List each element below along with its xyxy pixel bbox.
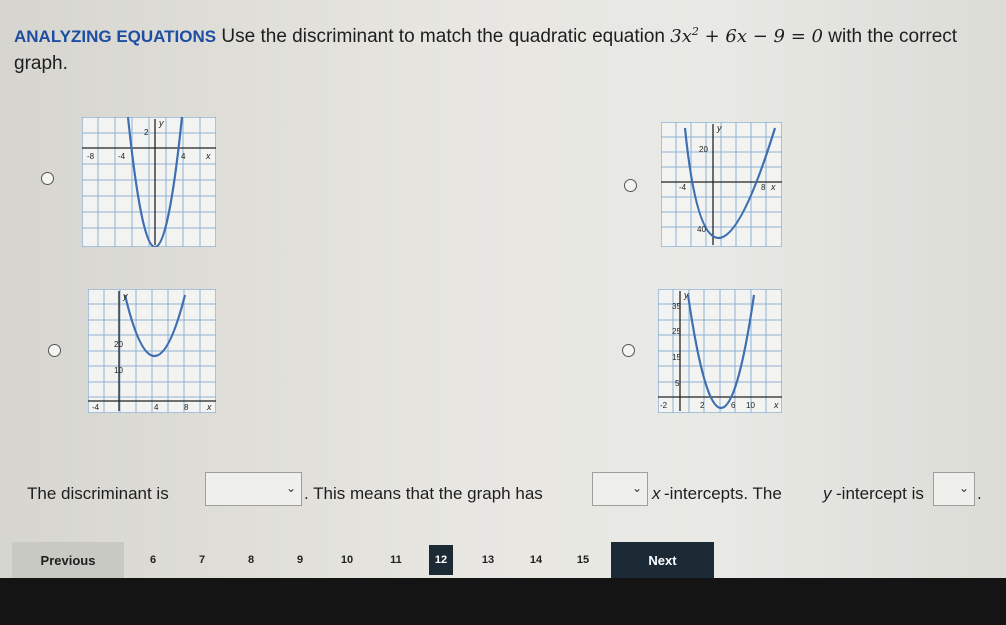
graph-a-tick: 2 [144, 128, 149, 137]
graph-a-x-label: x [206, 151, 211, 161]
option-c-radio[interactable] [48, 344, 61, 357]
graph-c-x-label: x [207, 402, 212, 412]
graph-d-x-label: x [774, 400, 779, 410]
question-prompt: Use the discriminant to match the quadratic equation [221, 26, 665, 47]
screen-bezel [0, 578, 1006, 625]
graph-c-tick: 20 [114, 340, 123, 349]
page-link-14[interactable]: 14 [529, 554, 543, 566]
graph-d-y-label: y [684, 290, 689, 300]
page-link-9[interactable]: 9 [296, 554, 304, 566]
graph-a-tick: -4 [118, 152, 126, 161]
graph-d-tick: 6 [731, 401, 736, 410]
quadratic-equation: $3x^2 + 6x - 9 = 0$ [670, 25, 823, 47]
graph-option-a [82, 117, 216, 247]
page-link-10[interactable]: 10 [340, 554, 354, 566]
answer-x-variable: x [652, 484, 661, 503]
x-intercepts-dropdown[interactable] [592, 472, 648, 506]
page-link-13[interactable]: 13 [481, 554, 495, 566]
page-link-15[interactable]: 15 [576, 554, 590, 566]
chevron-down-icon: ⌄ [285, 481, 296, 495]
question-suffix: with the correct graph. [14, 26, 958, 74]
option-a-radio[interactable] [41, 172, 54, 185]
graph-d-tick: 35 [672, 302, 681, 311]
chevron-down-icon: ⌄ [631, 481, 642, 495]
pagination [0, 542, 1006, 578]
graph-d-tick: 10 [746, 401, 755, 410]
option-d-radio[interactable] [622, 344, 635, 357]
question-heading: ANALYZING EQUATIONS [14, 27, 217, 46]
question-text [14, 18, 999, 77]
page-link-7[interactable]: 7 [198, 554, 206, 566]
page-link-6[interactable]: 6 [149, 554, 157, 566]
graph-c-tick: -4 [92, 403, 100, 412]
answer-text-y-intercept: -intercept is [836, 484, 924, 503]
answer-text-x-intercepts: -intercepts. The [664, 484, 782, 503]
page-link-11[interactable]: 11 [390, 554, 402, 566]
graph-d-tick: -2 [660, 401, 668, 410]
graph-option-d [658, 289, 782, 413]
answer-end-period: . [977, 484, 982, 503]
page-link-12-current[interactable]: 12 [429, 545, 453, 575]
answer-text-graph-has: . This means that the graph has [304, 484, 543, 503]
previous-button[interactable]: Previous [12, 542, 124, 578]
graph-b-tick: 8 [761, 183, 766, 192]
graph-c-tick: 8 [184, 403, 189, 412]
chevron-down-icon: ⌄ [958, 481, 969, 495]
graph-c-y-label: y [123, 291, 128, 301]
graph-b-tick: 20 [699, 145, 708, 154]
discriminant-dropdown[interactable] [205, 472, 302, 506]
graph-b-tick: 40 [697, 225, 706, 234]
answer-y-variable: y [823, 484, 832, 503]
graph-a-tick: 4 [181, 152, 186, 161]
graph-a-y-label: y [159, 118, 164, 128]
graph-option-c [88, 289, 216, 413]
graph-b-y-label: y [717, 123, 722, 133]
y-intercept-dropdown[interactable] [933, 472, 975, 506]
answer-text-discriminant: The discriminant is [27, 484, 169, 503]
page-link-8[interactable]: 8 [247, 554, 255, 566]
option-b-radio[interactable] [624, 179, 637, 192]
graph-a-tick: -8 [87, 152, 95, 161]
next-button[interactable]: Next [611, 542, 714, 578]
graph-b-x-label: x [771, 182, 776, 192]
graph-d-tick: 25 [672, 327, 681, 336]
graph-b-tick: -4 [679, 183, 687, 192]
graph-option-b [661, 122, 782, 247]
graph-d-tick: 5 [675, 379, 680, 388]
graph-c-tick: 10 [114, 366, 123, 375]
graph-c-tick: 4 [154, 403, 159, 412]
graph-d-tick: 15 [672, 353, 681, 362]
graph-d-tick: 2 [700, 401, 705, 410]
